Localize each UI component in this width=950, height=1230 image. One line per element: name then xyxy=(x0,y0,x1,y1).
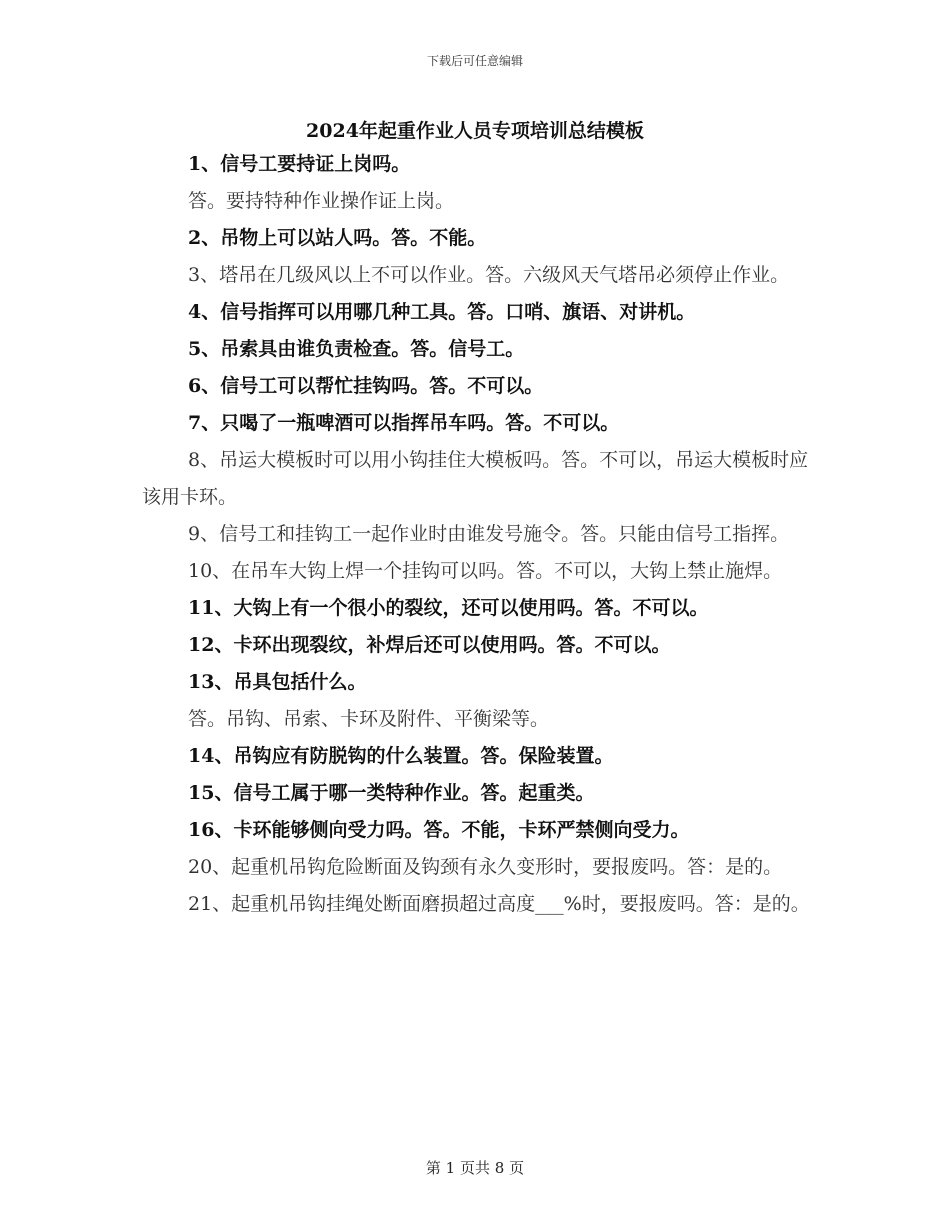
paragraph-7: 6、信号工可以帮忙挂钩吗。答。不可以。 xyxy=(188,375,544,397)
page-footer: 第 1 页共 8 页 xyxy=(425,1159,525,1177)
paragraph-8: 7、只喝了一瓶啤酒可以指挥吊车吗。答。不可以。 xyxy=(188,412,620,434)
paragraph-12: 11、大钩上有一个很小的裂纹，还可以使用吗。答。不可以。 xyxy=(188,597,709,619)
paragraph-18: 16、卡环能够侧向受力吗。答。不能，卡环严禁侧向受力。 xyxy=(188,819,690,841)
paragraph-13: 12、卡环出现裂纹，补焊后还可以使用吗。答。不可以。 xyxy=(188,634,671,656)
paragraph-3: 2、吊物上可以站人吗。答。不能。 xyxy=(188,227,487,249)
paragraph-5: 4、信号指挥可以用哪几种工具。答。口哨、旗语、对讲机。 xyxy=(188,301,696,323)
paragraph-9: 8、吊运大模板时可以用小钩挂住大模板吗。答。不可以，吊运大模板时应该用卡环。 xyxy=(142,449,809,508)
paragraph-15: 答。吊钩、吊索、卡环及附件、平衡梁等。 xyxy=(188,708,550,730)
paragraph-17: 15、信号工属于哪一类特种作业。答。起重类。 xyxy=(188,782,595,804)
document-body xyxy=(142,146,810,923)
document-title: 2024年起重作业人员专项培训总结模板 xyxy=(306,120,644,142)
paragraph-16: 14、吊钩应有防脱钩的什么装置。答。保险装置。 xyxy=(188,745,614,767)
paragraph-20: 21、起重机吊钩挂绳处断面磨损超过高度___%时，要报废吗。答：是的。 xyxy=(188,893,810,915)
paragraph-19: 20、起重机吊钩危险断面及钩颈有永久变形时，要报废吗。答：是的。 xyxy=(188,856,783,878)
paragraph-2: 答。要持特种作业操作证上岗。 xyxy=(188,190,455,212)
paragraph-11: 10、在吊车大钩上焊一个挂钩可以吗。答。不可以，大钩上禁止施焊。 xyxy=(188,560,783,582)
page-header: 下载后可任意编辑 xyxy=(426,54,523,68)
paragraph-14: 13、吊具包括什么。 xyxy=(188,671,367,693)
paragraph-6: 5、吊索具由谁负责检查。答。信号工。 xyxy=(188,338,525,360)
paragraph-4: 3、塔吊在几级风以上不可以作业。答。六级风天气塔吊必须停止作业。 xyxy=(188,264,790,286)
paragraph-1: 1、信号工要持证上岗吗。 xyxy=(188,153,411,175)
paragraph-10: 9、信号工和挂钩工一起作业时由谁发号施令。答。只能由信号工指挥。 xyxy=(188,523,790,545)
